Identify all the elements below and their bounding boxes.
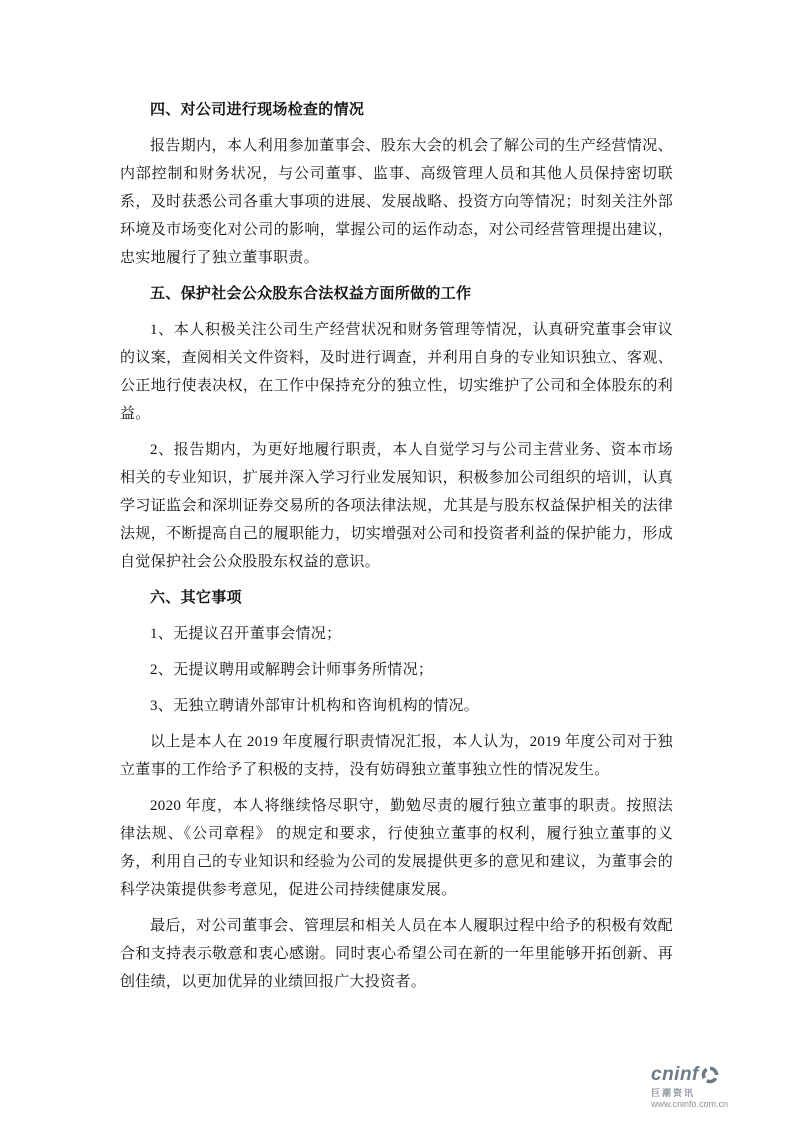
section-heading-5: 五、保护社会公众股东合法权益方面所做的工作: [150, 286, 472, 302]
footer-brand: [651, 1064, 771, 1110]
cninfo-logo-text: cninf: [651, 1064, 699, 1085]
paragraph-site-inspection: 报告期内，本人利用参加董事会、股东大会的机会了解公司的生产经营情况、内部控制和财务状况，与公司董事、监事、高级管理人员和其他人员保持密切联系，及时获悉公司各重大事项的进展、发展战略、投资方向等情况；时刻关注外部环境及市场变化对公司的影响，掌握公司的运作动态，对公司经营管理提出建议，忠实地履行了独立董事职责。: [120, 138, 673, 266]
cninfo-logo: [651, 1064, 771, 1086]
paragraph-summary-2019: 以上是本人在 2019 年度履行职责情况汇报，本人认为，2019 年度公司对于独立董事的工作给予了积极的支持，没有妨碍独立董事独立性的情况发生。: [120, 734, 673, 778]
paragraph-outlook-2020: 2020 年度，本人将继续恪尽职守，勤勉尽责的履行独立董事的职责。按照法律法规、《公司章程》 的规定和要求，行使独立董事的权利，履行独立董事的义务，利用自己的专业知识和经验为公司的发展提供更多的意见和建议，为董事会的科学决策提供参考意见，促进公司持续健康发展。: [120, 798, 673, 898]
brand-url: www.cninfo.com.cn: [651, 1099, 729, 1109]
section-heading-4: 四、对公司进行现场检查的情况: [150, 102, 365, 118]
paragraph-thanks: 最后，对公司董事会、管理层和相关人员在本人履职过程中给予的积极有效配合和支持表示敬意和衷心感谢。同时衷心希望公司在新的一年里能够开拓创新、再创佳绩，以更加优异的业绩回报广大投资者。: [120, 918, 673, 990]
paragraph-rights-1: 1、本人积极关注公司生产经营状况和财务管理等情况，认真研究董事会审议的议案，查阅相关文件资料，及时进行调查，并利用自身的专业知识独立、客观、公正地行使表决权，在工作中保持充分的独立性，切实维护了公司和全体股东的利益。: [120, 322, 673, 422]
section-heading-6: 六、其它事项: [150, 590, 242, 606]
paragraph-other-item-2: 2、无提议聘用或解聘会计师事务所情况；: [150, 662, 434, 678]
paragraph-other-item-3: 3、无独立聘请外部审计机构和咨询机构的情况。: [150, 698, 480, 714]
paragraph-other-item-1: 1、无提议召开董事会情况；: [150, 626, 342, 642]
brand-name: 巨潮资讯: [651, 1088, 696, 1098]
paragraph-rights-2: 2、报告期内，为更好地履行职责，本人自觉学习与公司主营业务、资本市场相关的专业知识，扩展并深入学习行业发展知识，积极参加公司组织的培训，认真学习证监会和深圳证券交易所的各项法律法规，尤其是与股东权益保护相关的法律法规，不断提高自己的履职能力，切实增强对公司和投资者利益的保护能力，形成自觉保护社会公众股股东权益的意识。: [120, 442, 673, 570]
cninfo-swirl-icon: [700, 1065, 720, 1085]
